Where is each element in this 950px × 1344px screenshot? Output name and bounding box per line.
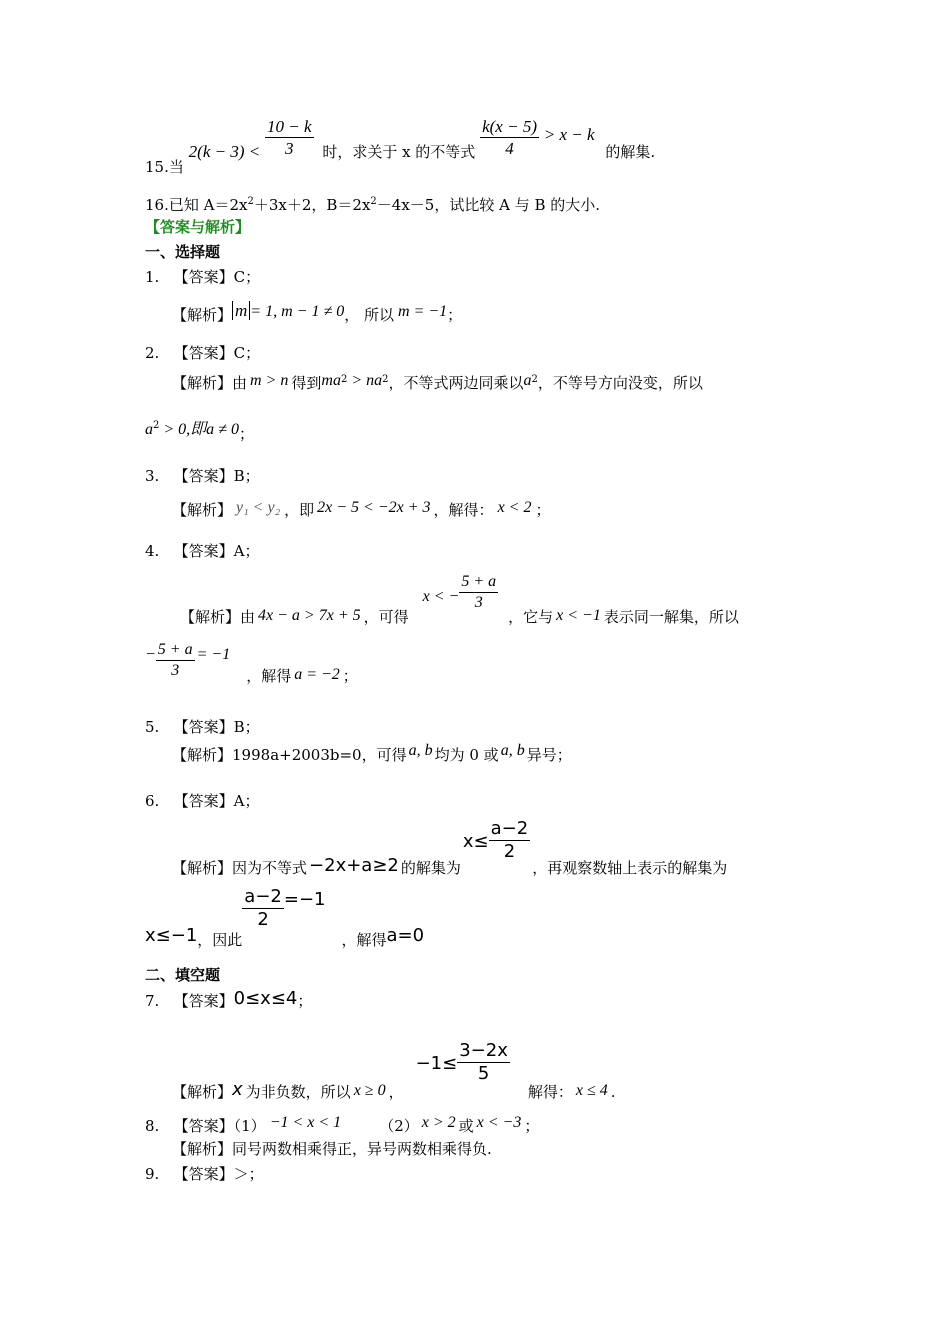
math-expr: m > n: [250, 372, 289, 389]
fraction: [480, 118, 539, 157]
explanation-text: ，解得: [246, 666, 292, 685]
explanation-2-cont: [145, 420, 254, 443]
question-text: －4x－5，试比较 A 与 B 的大小.: [376, 196, 601, 214]
superscript: 2: [153, 420, 160, 431]
explanation-text: ；: [342, 666, 358, 685]
section-heading-choice: 一、选择题: [145, 243, 221, 261]
explanation-text: ，不等号方向没变，所以: [537, 374, 703, 392]
math-expr: y₁ < y₂: [236, 499, 281, 516]
explanation-text: ，因此: [197, 930, 243, 949]
explanation-text: ，解得：: [433, 501, 494, 519]
question-text: 时，求关于 x 的不等式: [322, 142, 476, 161]
superscript: 2: [340, 374, 348, 385]
question-text: 的解集.: [605, 142, 656, 161]
explanation-4: [180, 568, 739, 626]
math-expr: a: [145, 421, 153, 438]
denominator: 2: [257, 909, 269, 930]
math-expr: x < −: [422, 587, 460, 605]
math-expr: −1 < x < 1: [269, 1114, 342, 1131]
fraction: [242, 888, 284, 929]
answer-label: 【答案】: [173, 1117, 234, 1135]
answer-label: 【答案】: [173, 992, 234, 1010]
explanation-label: 【解析】: [172, 501, 233, 519]
fraction: [156, 642, 195, 679]
math-expr: x < −1: [556, 606, 601, 624]
math-expr: −: [145, 645, 156, 663]
explanation-1: [172, 301, 463, 324]
denominator: 3: [285, 139, 294, 158]
math-expr: x < −3: [476, 1114, 522, 1131]
explanation-text: 得到: [291, 374, 322, 392]
denominator: 4: [505, 139, 514, 158]
answer-3: [145, 469, 260, 484]
math-expr: x > 2: [421, 1114, 456, 1131]
answer-4: [145, 544, 259, 559]
explanation-text: 为非负数，所以: [245, 1082, 351, 1101]
question-number: 16.: [145, 196, 169, 214]
denominator: 2: [503, 841, 516, 862]
explanation-text: 1998a+2003b=0，可得: [232, 746, 407, 764]
math-expr: x < 2: [497, 499, 532, 516]
math-expr: m = −1: [398, 303, 448, 320]
explanation-7: [172, 1036, 616, 1101]
explanation-text: ；: [524, 1117, 540, 1135]
explanation-text: ，即: [284, 501, 315, 519]
superscript: 2: [382, 374, 389, 385]
denominator: 5: [477, 1063, 490, 1084]
explanation-text: .: [610, 1082, 616, 1101]
math-expr: a: [523, 372, 532, 389]
math-expr: 4x − a > 7x + 5: [258, 606, 361, 624]
answer-number: 7.: [145, 992, 160, 1010]
question-number: 15.: [145, 157, 169, 176]
answer-number: 1.: [145, 268, 160, 286]
answer-9: [145, 1167, 264, 1182]
numerator: 10 − k: [267, 117, 312, 136]
answer-number: 4.: [145, 542, 160, 560]
numerator: a−2: [490, 818, 529, 839]
explanation-text: ，它与: [508, 607, 554, 626]
explanation-text: ，: [388, 1082, 404, 1101]
math-expr: x ≤ 4: [575, 1081, 608, 1099]
math-expr: x ≥ 0: [353, 1081, 386, 1099]
explanation-label: 【解析】: [172, 1140, 233, 1158]
answer-value: A；: [233, 792, 260, 810]
math-expr: x≤−1: [145, 924, 198, 946]
answer-6: [145, 794, 259, 809]
superscript: 2: [370, 196, 377, 207]
answer-value: C；: [233, 268, 261, 286]
explanation-text: ；: [447, 306, 463, 324]
numerator: a−2: [244, 886, 282, 907]
explanation-text: ，可得: [363, 607, 409, 626]
explanation-label: 【解析】: [172, 858, 233, 877]
answer-label: 【答案】: [173, 1165, 234, 1183]
answer-number: 8.: [145, 1117, 160, 1135]
explanation-text: 因为不等式: [232, 858, 308, 877]
answer-1: [145, 270, 260, 285]
answer-value: B；: [233, 718, 260, 736]
explanation-text: 由: [240, 607, 256, 626]
explanation-4-cont: [145, 641, 358, 685]
answer-value: 0≤x≤4: [233, 988, 298, 1009]
math-expr: x≤: [462, 830, 489, 852]
explanation-text: ，解得: [341, 930, 387, 949]
math-expr: =−1: [283, 888, 326, 910]
fraction: [489, 820, 531, 861]
fraction: [459, 574, 498, 611]
explanation-text: 同号两数相乘得正，异号两数相乘得负.: [232, 1140, 492, 1158]
question-text: 当: [168, 157, 184, 176]
answer-value: C；: [233, 344, 261, 362]
math-expr: x: [232, 1078, 243, 1100]
explanation-3: [172, 499, 551, 519]
explanation-text: ，不等式两边同乘以: [388, 374, 524, 392]
answer-heading: 【答案与解析】: [145, 218, 251, 236]
explanation-text: 解得：: [527, 1082, 573, 1101]
explanation-8: [172, 1142, 492, 1157]
question-16: [145, 197, 600, 213]
answer-2: [145, 346, 260, 361]
question-text: 已知 A＝2x: [168, 196, 248, 214]
math-expr: a=0: [386, 924, 425, 946]
explanation-2: [172, 372, 703, 392]
answer-7: [145, 988, 313, 1010]
answer-label: 【答案】: [173, 344, 234, 362]
explanation-text: ；: [238, 425, 254, 443]
answer-label: 【答案】: [173, 542, 234, 560]
explanation-text: 或: [458, 1117, 474, 1135]
explanation-text: 由: [232, 374, 248, 392]
section-heading-fill: 二、填空题: [145, 966, 221, 984]
answer-label: 【答案】: [173, 268, 234, 286]
answer-number: 5.: [145, 718, 160, 736]
answer-value: ＞；: [233, 1165, 264, 1183]
math-expr: = −1: [196, 645, 231, 663]
math-expr: −1≤: [415, 1052, 458, 1074]
answer-5: [145, 720, 260, 735]
superscript: 2: [531, 374, 538, 385]
explanation-label: 【解析】: [180, 607, 241, 626]
explanation-text: 的解集为: [400, 858, 461, 877]
answer-value: ；: [297, 992, 313, 1010]
explanation-text: ， 所以: [344, 306, 395, 324]
denominator: 3: [474, 594, 483, 611]
question-15: [145, 117, 656, 176]
explanation-label: 【解析】: [172, 306, 233, 324]
fraction: [265, 118, 314, 157]
explanation-text: 均为 0 或: [434, 746, 499, 764]
answer-number: 3.: [145, 467, 160, 485]
math-expr: m: [232, 301, 250, 320]
math-expr: > x − k: [543, 124, 595, 144]
explanation-label: 【解析】: [172, 1082, 233, 1101]
answer-label: 【答案】: [173, 467, 234, 485]
answer-8: [145, 1114, 540, 1135]
explanation-6: [172, 814, 728, 877]
math-expr: 2x − 5 < −2x + 3: [317, 499, 431, 516]
math-expr: > na: [347, 372, 383, 389]
explanation-label: 【解析】: [172, 746, 233, 764]
explanation-label: 【解析】: [172, 374, 233, 392]
denominator: 3: [171, 662, 180, 679]
math-expr: a = −2: [294, 665, 340, 683]
math-expr: ma: [321, 372, 341, 389]
numerator: k(x − 5): [482, 117, 537, 136]
answer-number: 9.: [145, 1165, 160, 1183]
math-expr: a, b: [500, 742, 525, 759]
explanation-text: ；: [535, 501, 551, 519]
answer-value: A；: [233, 542, 260, 560]
answer-label: 【答案】: [173, 792, 234, 810]
explanation-text: 异号；: [526, 746, 572, 764]
math-expr: 2(k − 3) <: [188, 141, 261, 161]
question-text: ＋3x＋2，B＝2x: [253, 196, 371, 214]
math-expr: > 0,即a ≠ 0: [159, 421, 239, 438]
numerator: 5 + a: [156, 642, 195, 661]
part-label: （1）: [233, 1117, 266, 1135]
answer-number: 2.: [145, 344, 160, 362]
explanation-text: ，再观察数轴上表示的解集为: [532, 858, 728, 877]
math-expr: = 1, m − 1 ≠ 0: [250, 303, 345, 320]
numerator: 3−2x: [459, 1040, 508, 1061]
explanation-6-cont: [145, 886, 425, 949]
superscript: 2: [247, 196, 254, 207]
answer-label: 【答案】: [173, 718, 234, 736]
part-label: （2）: [379, 1117, 419, 1135]
fraction: [457, 1042, 510, 1083]
explanation-text: 表示同一解集，所以: [603, 607, 739, 626]
numerator: 5 + a: [459, 574, 498, 593]
answer-number: 6.: [145, 792, 160, 810]
explanation-5: [172, 742, 572, 764]
math-expr: a, b: [408, 742, 433, 759]
math-expr: −2x+a≥2: [309, 854, 399, 876]
answer-value: B；: [233, 467, 260, 485]
